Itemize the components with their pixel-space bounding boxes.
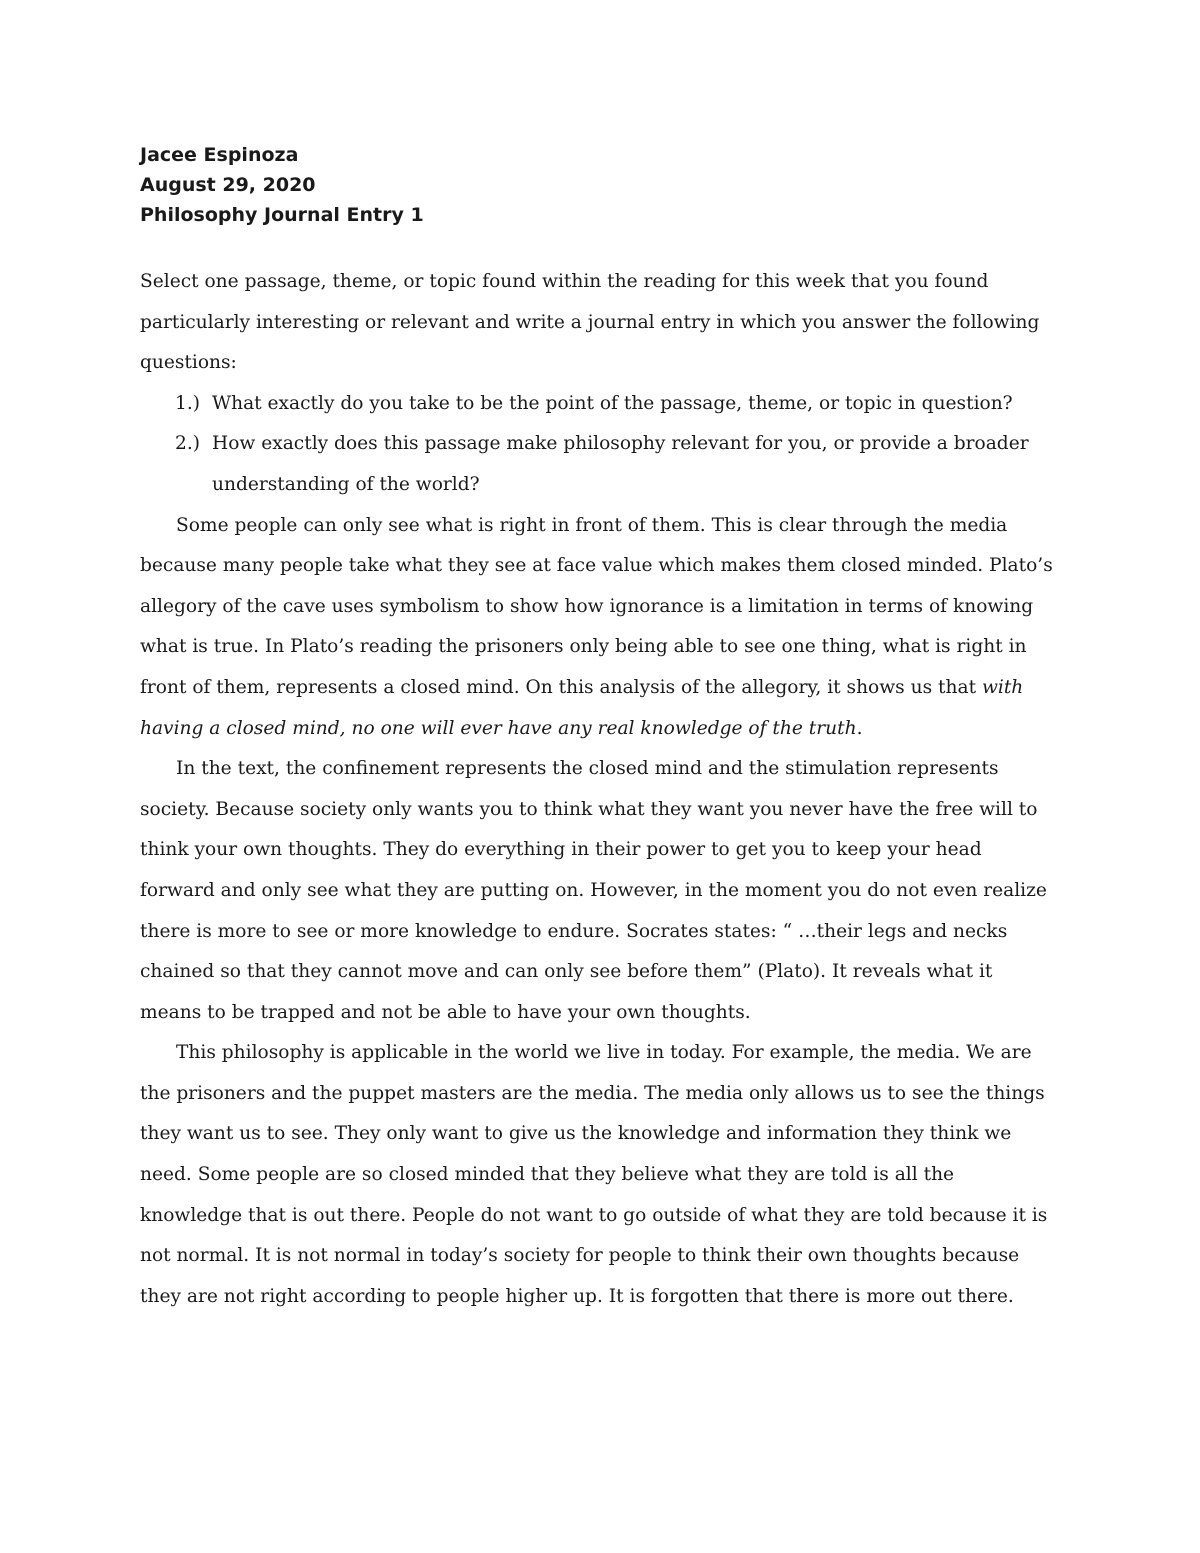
- question-item: [140, 424, 1045, 505]
- assignment-prompt: Select one passage, theme, or topic found within the reading for this week that you found particularly interesting or relevant and write a journal entry in which you answer the following questions:: [140, 271, 1040, 374]
- document-title: Philosophy Journal Entry 1: [140, 204, 424, 226]
- question-text: What exactly do you take to be the point of the passage, theme, or topic in question?: [212, 392, 1013, 414]
- document-body: [140, 262, 1060, 1317]
- italic-thesis: with having a closed mind, no one will ever have any real knowledge of the truth: [140, 676, 1024, 739]
- question-item: [140, 384, 1045, 425]
- body-paragraph-2: In the text, the confinement represents the closed mind and the stimulation represents society. Because society only wants you to think what they want you never have the free will to think your own thoughts. They do everything in their power to get you to keep your head forward and only see what they are putting on. However, in the moment you do not even realize there is more to see or more knowledge to endure. Socrates states: “ …their legs and necks chained so that they cannot move and can only see before them” (Plato). It reveals what it means to be trapped and not be able to have your own thoughts.: [140, 758, 1047, 1023]
- document-header: [140, 140, 424, 230]
- question-number: 1.): [175, 392, 200, 414]
- body-paragraph-1: [140, 506, 1058, 750]
- question-number: 2.): [175, 433, 200, 455]
- paragraph-end: .: [856, 717, 863, 739]
- paragraph-text: Some people can only see what is right in front of them. This is clear through the media because many people take what they see at face value which makes them closed minded. Plato’s allegory of the cave uses symbolism to show how ignorance is a limitation in terms of knowing what is true. In Plato’s reading the prisoners only being able to see one thing, what is right in front of them, represents a closed mind. On this analysis of the allegory, it shows us that: [140, 514, 1053, 698]
- author-name: Jacee Espinoza: [140, 144, 299, 166]
- document-date: August 29, 2020: [140, 174, 316, 196]
- body-paragraph-3: This philosophy is applicable in the world we live in today. For example, the media. We are the prisoners and the puppet masters are the media. The media only allows us to see the things they want us to see. They only want to give us the knowledge and information they think we need. Some people are so closed minded that they believe what they are told is all the knowledge that is out there. People do not want to go outside of what they are told because it is not normal. It is not normal in today’s society for people to think their own thoughts because they are not right according to people higher up. It is forgotten that there is more out there.: [140, 1042, 1048, 1307]
- question-list: [140, 384, 1060, 506]
- question-text: How exactly does this passage make philosophy relevant for you, or provide a broader understanding of the world?: [212, 433, 1029, 495]
